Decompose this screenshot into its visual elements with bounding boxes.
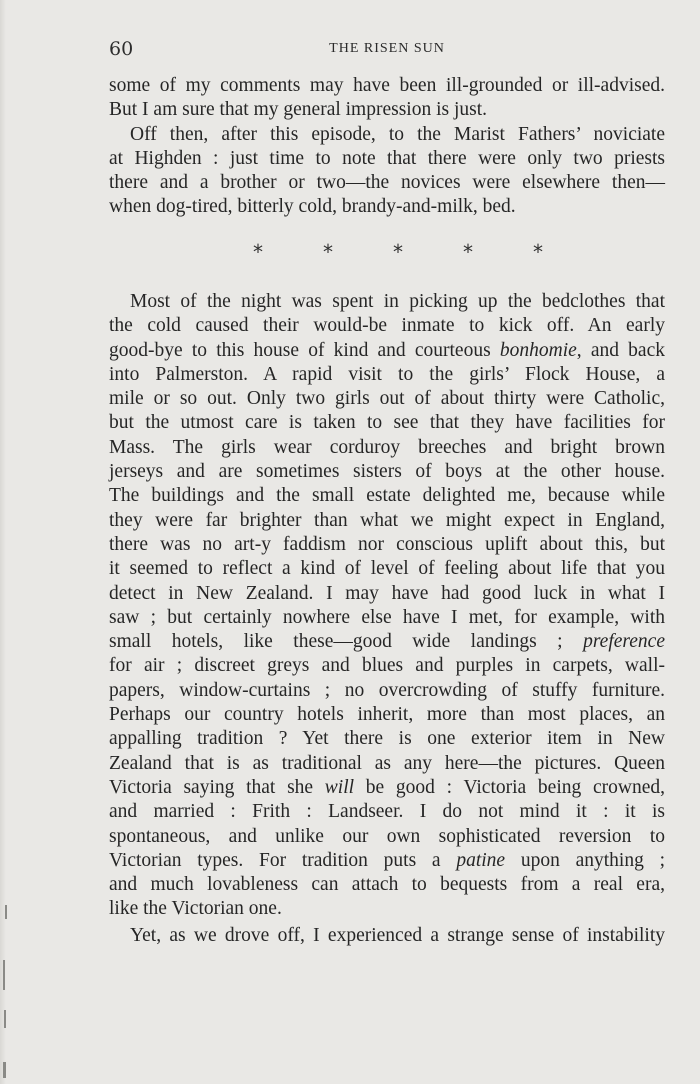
text-line: and married : Frith : Landseer. I do not mind it : it is [109, 801, 665, 823]
text-line: saw ; but certainly nowhere else have I met, for example, with [109, 606, 665, 628]
text-line: detect in New Zealand. I may have had good luck in what I [109, 582, 665, 604]
text-line: Victorian types. For tradition puts a patine upon anything ; [109, 849, 665, 871]
asterisk: * [533, 240, 543, 264]
paragraph-4 [109, 924, 665, 948]
margin-speck [5, 905, 7, 919]
text-line: Perhaps our country hotels inherit, more than most places, an [109, 704, 665, 726]
page-edge-shadow [0, 0, 6, 1084]
text-line: it seemed to reflect a kind of level of feeling about life that you [109, 558, 665, 580]
text-line: there was no art-y faddism nor conscious uplift about this, but [109, 533, 665, 555]
text-line: Victoria saying that she will be good : Victoria being crowned, [109, 776, 665, 798]
text-line: the cold caused their would-be inmate to kick off. An early [109, 315, 665, 337]
section-separator [253, 240, 543, 264]
text-line: into Palmerston. A rapid visit to the girls’ Flock House, a [109, 363, 665, 385]
asterisk: * [253, 240, 263, 264]
italic-term: patine [456, 849, 506, 871]
text-line: for air ; discreet greys and blues and purples in carpets, wall- [109, 655, 665, 677]
text-line: Yet, as we drove off, I experienced a strange sense of instability [130, 925, 665, 946]
italic-term: will [324, 776, 355, 798]
text-line: and much lovableness can attach to bequests from a real era, [109, 874, 665, 896]
text-line: But I am sure that my general impression is just. [109, 99, 488, 121]
text-line: at Highden : just time to note that there were only two priests [109, 147, 665, 169]
asterisk: * [463, 240, 473, 264]
page-header [109, 38, 665, 62]
text-line: there and a brother or two—the novices were elsewhere then— [109, 172, 665, 194]
asterisk: * [393, 240, 403, 264]
margin-speck [4, 1010, 6, 1028]
text-line: Off then, after this episode, to the Marist Fathers’ noviciate [130, 123, 665, 145]
paragraph-3 [109, 290, 665, 922]
margin-speck [3, 960, 5, 990]
text-line: Mass. The girls wear corduroy breeches and bright brown [109, 436, 665, 458]
italic-term: bonhomie [499, 339, 577, 361]
text-line: appalling tradition ? Yet there is one exterior item in New [109, 728, 665, 750]
paragraph-1 [109, 74, 665, 220]
text-line: Most of the night was spent in picking up the bedclothes that [130, 291, 665, 312]
text-line: papers, window-curtains ; no overcrowding of stuffy furniture. [109, 679, 665, 701]
text-line: Zealand that is as traditional as any here—the pictures. Queen [109, 752, 665, 774]
text-line: like the Victorian one. [109, 898, 282, 920]
text-line: The buildings and the small estate delighted me, because while [109, 485, 665, 507]
text-line: when dog-tired, bitterly cold, brandy-and-milk, bed. [109, 196, 516, 218]
text-line: but the utmost care is taken to see that they have facilities for [109, 412, 665, 434]
text-line: small hotels, like these—good wide landings ; preference [109, 631, 665, 653]
text-line: spontaneous, and unlike our own sophisticated reversion to [109, 825, 665, 847]
text-line: good-bye to this house of kind and courteous bonhomie, and back [109, 339, 665, 361]
text-line: jerseys and are sometimes sisters of boys at the other house. [109, 461, 665, 483]
page-number: 60 [109, 38, 134, 60]
margin-speck [3, 1062, 6, 1078]
asterisk: * [323, 240, 333, 264]
text-line: they were far brighter than what we might expect in England, [109, 509, 665, 531]
running-title: THE RISEN SUN [329, 41, 445, 56]
text-line: some of my comments may have been ill-grounded or ill-advised. [109, 75, 665, 96]
italic-term: preference [583, 631, 665, 653]
text-line: mile or so out. Only two girls out of about thirty were Catholic, [109, 388, 665, 410]
